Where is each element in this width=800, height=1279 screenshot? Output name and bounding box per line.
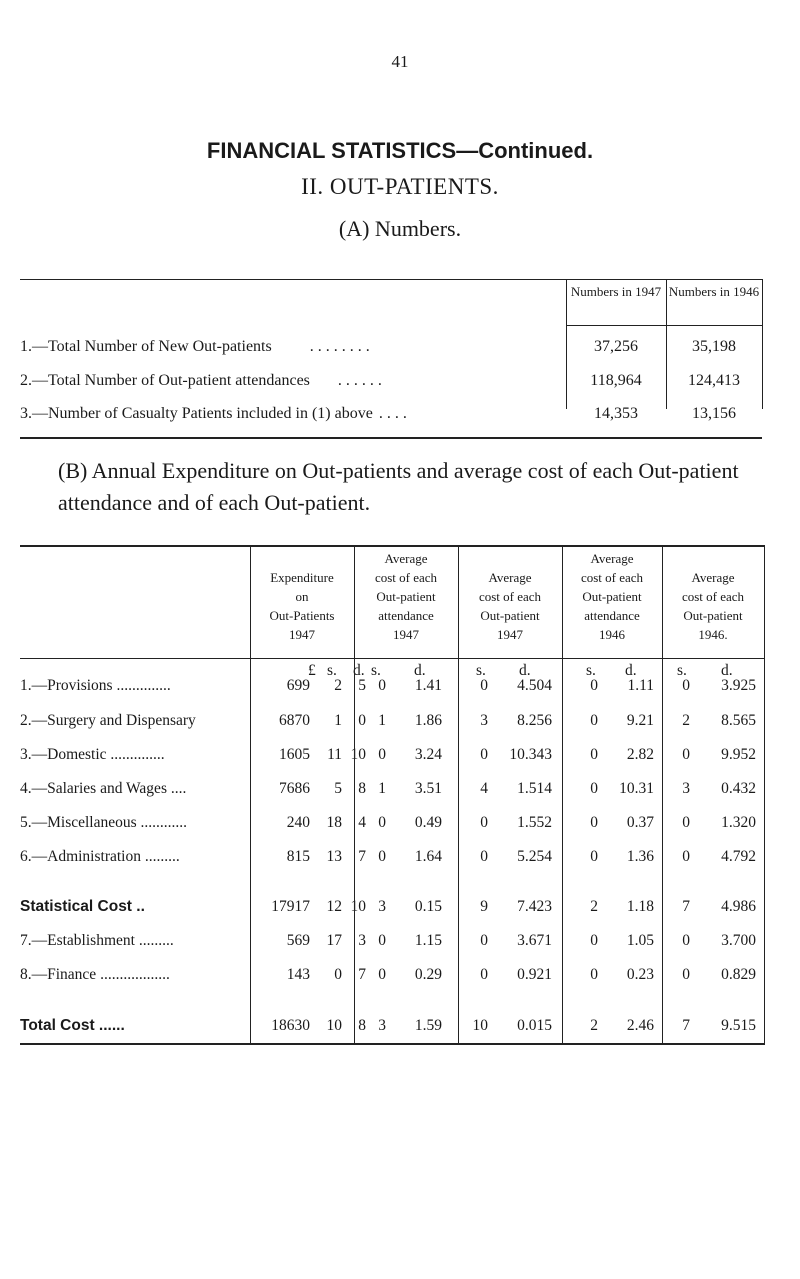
row-label: 1.—Total Number of New Out-patients [20,338,272,355]
row-label: 2.—Total Number of Out-patient attendances [20,372,310,389]
value-1947: 118,964 [590,372,642,389]
cell-value: 1.86 [414,712,442,729]
table-row [20,338,370,356]
cell-value: 0.37 [626,814,654,831]
row-leader: .................. [96,966,170,983]
cell-value: 4 [358,814,366,831]
unit-pence: d. [414,662,426,679]
cell-value: 7 [358,966,366,983]
col-header-expenditure [250,568,354,644]
cell-value: 8.565 [721,712,756,729]
header-line: cost of each [374,570,438,585]
cell-value: 2 [590,898,598,915]
table-row [20,405,407,423]
header-line: on [295,589,309,604]
header-line: 1946 [599,627,625,642]
cell-value: 3.671 [517,932,552,949]
cell-value: 0 [378,848,386,865]
cell-value: 0 [590,780,598,797]
header-line: Out-patient [480,608,540,623]
row-label [20,1017,248,1035]
cell-value: 10.31 [619,780,654,797]
cell-value: 1.320 [721,814,756,831]
cell-value: 0.49 [414,814,442,831]
row-label [20,898,248,916]
cell-value: 699 [286,677,310,694]
header-line: 1947 [289,627,315,642]
cell-value: 3 [358,932,366,949]
cell-value: 0 [378,966,386,983]
cell-value: 1 [378,780,386,797]
cell-value: 0 [590,712,598,729]
cell-value: 0 [480,677,488,694]
cell-value: 12 [326,898,342,915]
row-label-text: 2.—Surgery and Dispensary [20,712,196,729]
cell-value: 240 [286,814,310,831]
row-leader: . . . . . . . . [309,338,370,355]
table-b-divider [562,545,563,1045]
cell-value: 18 [326,814,342,831]
page-title: FINANCIAL STATISTICS—Continued. [206,138,594,163]
cell-value: 0.829 [721,966,756,983]
row-label-text: 4.—Salaries and Wages [20,780,167,797]
cell-value: 8 [358,780,366,797]
cell-value: 5 [334,780,342,797]
table-b-divider [662,545,663,1045]
table-b-divider [354,545,355,1045]
cell-value: 0 [378,932,386,949]
cell-value: 0 [682,746,690,763]
cell-value: 0 [334,966,342,983]
cell-value: 2 [682,712,690,729]
header-line: Out-Patients [269,608,335,623]
header-line: Out-patient [376,589,436,604]
header-line: Out-patient [582,589,642,604]
header-line: cost of each [580,570,644,585]
cell-value: 1.15 [414,932,442,949]
cell-value: 1.18 [626,898,654,915]
table-a-divider [762,279,763,409]
section-title: II. OUT-PATIENTS. [301,174,499,199]
cell-value: 0 [590,966,598,983]
cell-value: 0.23 [626,966,654,983]
cell-value: 6870 [279,712,310,729]
cell-value: 13 [326,848,342,865]
cell-value: 4.504 [517,677,552,694]
header-line: attendance [584,608,640,623]
header-line: Average [590,551,634,566]
unit-pence: d. [519,662,531,679]
cell-value: 0 [590,746,598,763]
cell-value: 1.05 [626,932,654,949]
cell-value: 3.51 [414,780,442,797]
cell-value: 3.700 [721,932,756,949]
row-leader: . . . . [378,405,407,422]
section-b-title: (B) Annual Expenditure on Out-patients and average cost of each Out-patient attendance and of each Out-patient. [58,458,739,515]
cell-value: 0 [682,966,690,983]
cell-value: 17917 [271,898,310,915]
unit-pence: d. [625,662,637,679]
cell-value: 0.29 [414,966,442,983]
cell-value: 1.64 [414,848,442,865]
cell-value: 9.21 [626,712,654,729]
row-label: 3.—Number of Casualty Patients included in (1) above [20,405,373,422]
row-label [20,712,248,730]
cell-value: 0 [590,814,598,831]
unit-shilling: s. [677,662,687,679]
cell-value: 0.015 [517,1017,552,1034]
row-label-text: 7.—Establishment [20,932,135,949]
cell-value: 0.15 [414,898,442,915]
row-leader: ............ [136,814,188,831]
row-label [20,814,248,832]
cell-value: 9.515 [721,1017,756,1034]
row-label [20,746,248,764]
col-header-attendance-1947 [354,549,458,644]
cell-value: 0 [590,677,598,694]
unit-shilling: s. [327,662,337,679]
cell-value: 0 [358,712,366,729]
cell-value: 0.432 [721,780,756,797]
cell-value: 1.41 [414,677,442,694]
cell-value: 3 [378,898,386,915]
row-leader: .............. [106,746,165,763]
col-header-outpatient-1946 [662,568,764,644]
cell-value: 5 [358,677,366,694]
row-label-text: 8.—Finance [20,966,97,983]
row-leader: ...... [94,1017,125,1034]
cell-value: 3 [480,712,488,729]
header-line: 1946. [698,627,728,642]
header-line: 1947 [497,627,523,642]
cell-value: 0 [682,848,690,865]
header-line: Expenditure [270,570,334,585]
cell-value: 2.82 [626,746,654,763]
cell-value: 10 [472,1017,488,1034]
table-a-top-rule [20,279,762,280]
cell-value: 3.925 [721,677,756,694]
cell-value: 7686 [279,780,310,797]
cell-value: 0 [590,932,598,949]
cell-value: 0 [682,814,690,831]
cell-value: 8.256 [517,712,552,729]
row-label [20,780,248,798]
unit-pound: £ [308,662,316,679]
cell-value: 815 [286,848,310,865]
row-label-text: Total Cost [20,1017,95,1034]
cell-value: 2 [590,1017,598,1034]
cell-value: 8 [358,1017,366,1034]
header-line: Out-patient [683,608,743,623]
row-label-text: 3.—Domestic [20,746,107,763]
cell-value: 1.514 [517,780,552,797]
table-b-divider [250,545,251,1045]
cell-value: 5.254 [517,848,552,865]
cell-value: 0 [480,932,488,949]
cell-value: 9.952 [721,746,756,763]
cell-value: 17 [326,932,342,949]
cell-value: 10 [350,898,366,915]
header-line: 1947 [393,627,419,642]
cell-value: 9 [480,898,488,915]
cell-value: 0 [480,814,488,831]
cell-value: 1 [378,712,386,729]
unit-shilling: s. [586,662,596,679]
cell-value: 0.921 [517,966,552,983]
cell-value: 0 [378,746,386,763]
cell-value: 11 [327,746,342,763]
cell-value: 7.423 [517,898,552,915]
cell-value: 143 [286,966,310,983]
cell-value: 10.343 [509,746,552,763]
cell-value: 3 [378,1017,386,1034]
row-label-text: 5.—Miscellaneous [20,814,137,831]
cell-value: 0 [590,848,598,865]
cell-value: 3.24 [414,746,442,763]
table-a-bottom-rule [20,437,762,439]
cell-value: 4 [480,780,488,797]
col-header-outpatient-1947 [458,568,562,644]
cell-value: 10 [326,1017,342,1034]
cell-value: 0 [378,677,386,694]
row-leader: .. [131,898,145,915]
cell-value: 18630 [271,1017,310,1034]
cell-value: 10 [350,746,366,763]
cell-value: 1.36 [626,848,654,865]
cell-value: 4.986 [721,898,756,915]
value-1947: 14,353 [594,405,638,422]
cell-value: 1.11 [627,677,654,694]
cell-value: 1.552 [517,814,552,831]
table-b-header-rule [20,658,764,659]
cell-value: 3 [682,780,690,797]
cell-value: 569 [286,932,310,949]
table-b-divider [764,545,765,1045]
row-label [20,848,248,866]
row-leader: .............. [112,677,171,694]
col-header-1947: Numbers in 1947 [570,284,662,299]
header-line: Average [384,551,428,566]
row-leader: . . . . . . [337,372,382,389]
row-label [20,932,248,950]
row-label [20,966,248,984]
cell-value: 0 [480,746,488,763]
header-line: cost of each [681,589,745,604]
unit-shilling: s. [371,662,381,679]
cell-value: 7 [358,848,366,865]
col-header-attendance-1946 [562,549,662,644]
table-a-header-rule [566,325,762,326]
unit-pence: d. [721,662,733,679]
header-line: Average [691,570,735,585]
row-leader: ......... [140,848,180,865]
cell-value: 0 [480,966,488,983]
cell-value: 0 [682,677,690,694]
value-1946: 124,413 [688,372,740,389]
cell-value: 7 [682,898,690,915]
value-1946: 35,198 [692,338,736,355]
cell-value: 4.792 [721,848,756,865]
row-label [20,677,248,695]
row-label-text: 6.—Administration [20,848,141,865]
cell-value: 0 [480,848,488,865]
table-b-bottom-rule [20,1043,764,1045]
cell-value: 2 [334,677,342,694]
cell-value: 0 [378,814,386,831]
row-label-text: Statistical Cost [20,898,132,915]
cell-value: 1.59 [414,1017,442,1034]
unit-pence: d. [353,662,365,679]
row-label-text: 1.—Provisions [20,677,113,694]
header-line: Average [488,570,532,585]
cell-value: 1 [334,712,342,729]
table-b-divider [458,545,459,1045]
page-number: 41 [391,52,409,71]
table-b-top-rule [20,545,764,547]
col-header-1946: Numbers in 1946 [668,284,760,299]
header-line: attendance [378,608,434,623]
value-1946: 13,156 [692,405,736,422]
value-1947: 37,256 [594,338,638,355]
row-leader: .... [166,780,187,797]
unit-shilling: s. [476,662,486,679]
cell-value: 0 [682,932,690,949]
header-line: cost of each [478,589,542,604]
section-a-title: (A) Numbers. [338,216,462,241]
cell-value: 7 [682,1017,690,1034]
table-row [20,372,382,390]
cell-value: 2.46 [626,1017,654,1034]
row-leader: ......... [134,932,174,949]
cell-value: 1605 [279,746,310,763]
